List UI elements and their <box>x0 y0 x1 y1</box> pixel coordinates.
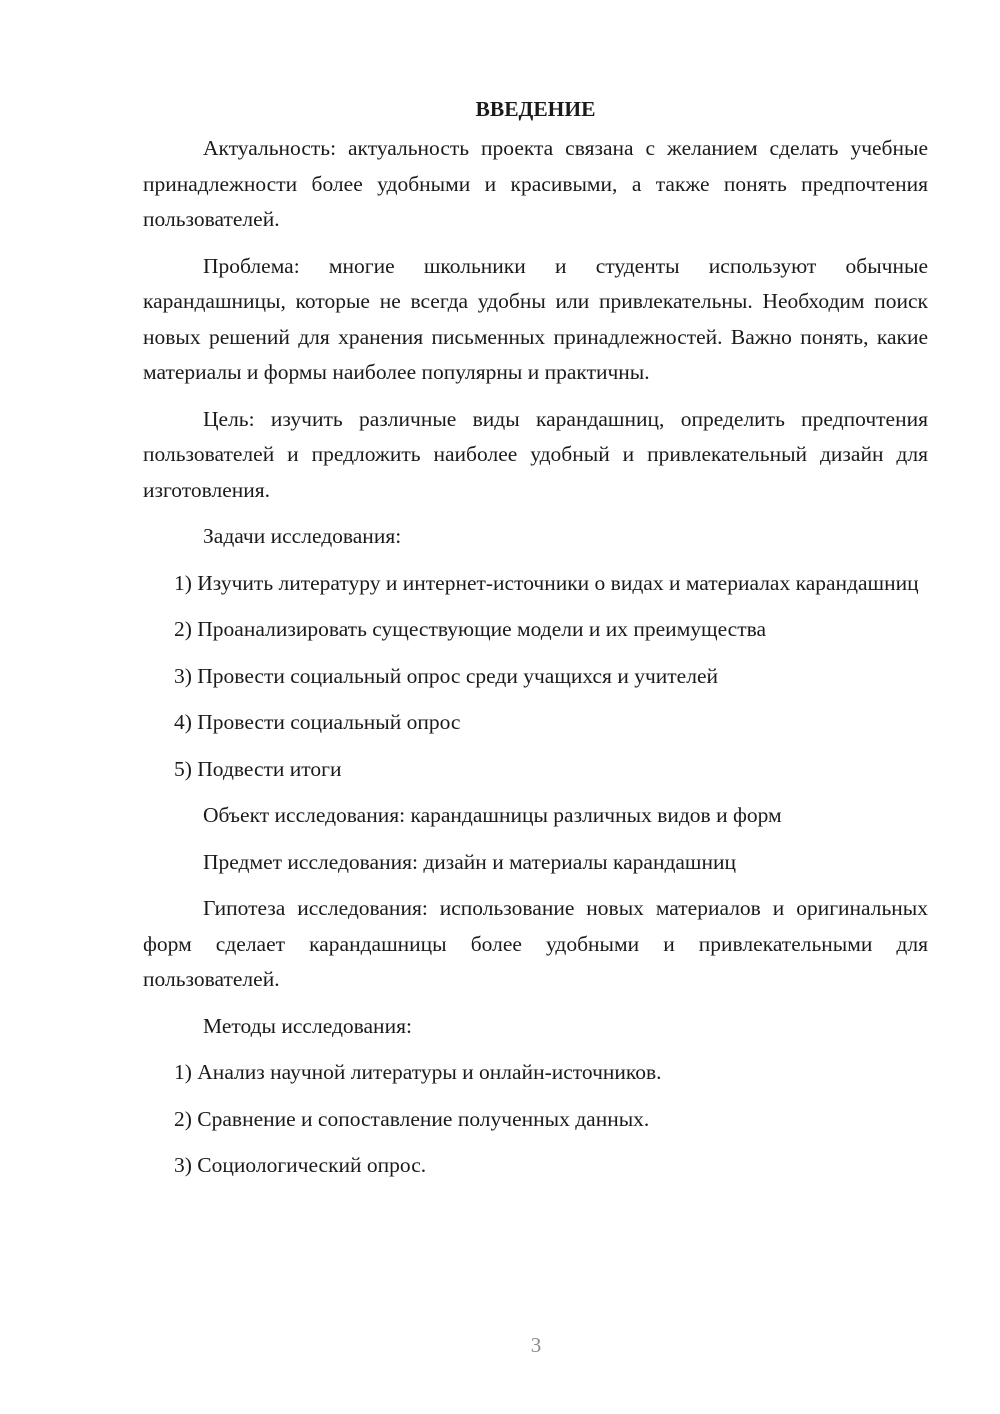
method-item: 2) Сравнение и сопоставление полученных данных. <box>174 1106 650 1131</box>
task-item: 5) Подвести итоги <box>174 756 342 781</box>
document-page <box>143 92 928 1195</box>
method-item: 3) Социологический опрос. <box>174 1153 427 1177</box>
tasks-heading: Задачи исследования: <box>203 524 402 548</box>
methods-heading: Методы исследования: <box>203 1013 412 1038</box>
task-item: 3) Провести социальный опрос среди учащихся и учителей <box>174 663 718 688</box>
method-item: 1) Анализ научной литературы и онлайн-источников. <box>174 1060 662 1084</box>
problem-paragraph: Проблема: многие школьники и студенты используют обычные карандашницы, которые не всегда удобны или привлекательны. Необходим поиск новых решений для хранения письменных принадлежностей. Важно понять, какие материалы и формы наиболее популярны и практичны. <box>143 253 928 384</box>
task-item: 2) Проанализировать существующие модели и их преимущества <box>174 617 767 641</box>
page-number: 3 <box>530 1333 542 1357</box>
task-item: 4) Провести социальный опрос <box>174 710 461 734</box>
task-item: 1) Изучить литературу и интернет-источники о видах и материалах карандашниц <box>174 570 919 595</box>
goal-paragraph: Цель: изучить различные виды карандашниц, определить предпочтения пользователей и предложить наиболее удобный и привлекательный дизайн для изготовления. <box>143 406 928 502</box>
hypothesis-paragraph: Гипотеза исследования: использование новых материалов и оригинальных форм сделает карандашницы более удобными и привлекательными для пользователей. <box>143 896 928 991</box>
object-paragraph: Объект исследования: карандашницы различных видов и форм <box>203 803 782 827</box>
page-title: ВВЕДЕНИЕ <box>475 97 596 121</box>
relevance-paragraph: Актуальность: актуальность проекта связана с желанием сделать учебные принадлежности более удобными и красивыми, а также понять предпочтения пользователей. <box>143 136 928 231</box>
subject-paragraph: Предмет исследования: дизайн и материалы карандашниц <box>203 849 737 874</box>
